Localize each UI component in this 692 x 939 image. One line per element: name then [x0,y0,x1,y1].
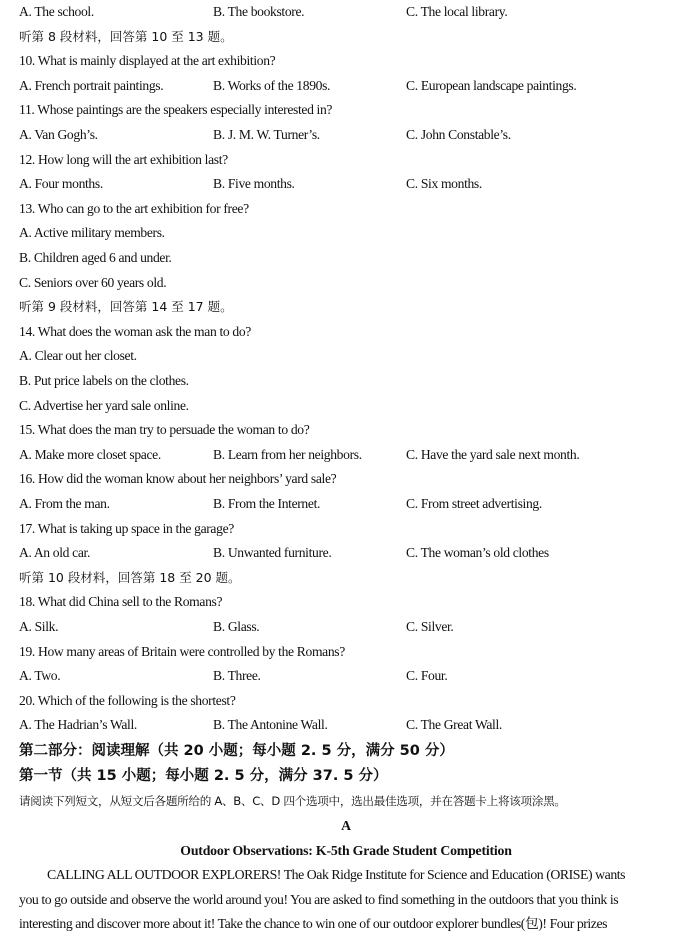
answer-option: B. Children aged 6 and under. [19,250,172,265]
passage-line: interesting and discover more about it! Take the chance to win one of our outdoor explorer bundles(包)! Four prizes [19,916,608,931]
question-text: 17. What is taking up space in the garage? [19,521,234,536]
answer-option-a: A. Four months. [19,176,103,191]
answer-option-b: B. Three. [213,668,261,683]
passage-line: CALLING ALL OUTDOOR EXPLORERS! The Oak Ridge Institute for Science and Education (ORISE) wants [47,867,626,882]
question-text: 16. How did the woman know about her neighbors’ yard sale? [19,471,337,486]
answer-option-a: A. Silk. [19,619,59,634]
answer-option-c: C. John Constable’s. [406,127,511,142]
answer-option-c: C. The local library. [406,4,508,19]
answer-option-a: A. French portrait paintings. [19,78,164,93]
answer-option-a: A. An old car. [19,545,90,560]
answer-option-c: C. European landscape paintings. [406,78,577,93]
part-two-heading: 第二部分：阅读理解（共 20 小题；每小题 2. 5 分，满分 50 分） [19,743,454,759]
question-text: 14. What does the woman ask the man to do? [19,324,251,339]
listening-section-instruction: 听第 10 段材料，回答第 18 至 20 题。 [19,570,241,585]
answer-option-b: B. Unwanted furniture. [213,545,332,560]
question-text: 13. Who can go to the art exhibition for free? [19,201,249,216]
answer-option-a: A. The Hadrian’s Wall. [19,717,137,732]
section-one-heading: 第一节（共 15 小题；每小题 2. 5 分，满分 37. 5 分） [19,768,388,784]
answer-option-a: A. Van Gogh’s. [19,127,98,142]
answer-option-c: C. Silver. [406,619,454,634]
answer-option: B. Put price labels on the clothes. [19,373,189,388]
answer-option-c: C. Four. [406,668,448,683]
question-text: 15. What does the man try to persuade the woman to do? [19,422,310,437]
question-text: 10. What is mainly displayed at the art exhibition? [19,53,276,68]
answer-option-c: C. Six months. [406,176,482,191]
answer-option-a: A. Two. [19,668,61,683]
listening-section-instruction: 听第 9 段材料，回答第 14 至 17 题。 [19,299,233,314]
answer-option-b: B. Five months. [213,176,295,191]
passage-line: you to go outside and observe the world around you! You are asked to find something in the outdoors that you think is [19,892,619,907]
answer-option-b: B. From the Internet. [213,496,321,511]
answer-option-a: A. The school. [19,4,94,19]
answer-option-c: C. The Great Wall. [406,717,502,732]
question-text: 18. What did China sell to the Romans? [19,594,223,609]
question-text: 19. How many areas of Britain were controlled by the Romans? [19,644,345,659]
answer-option-c: C. Have the yard sale next month. [406,447,580,462]
answer-option-a: A. Make more closet space. [19,447,161,462]
reading-instructions: 请阅读下列短文，从短文后各题所给的 A、B、C、D 四个选项中，选出最佳选项，并在答题卡上将该项涂黑。 [19,794,566,808]
answer-option-c: C. From street advertising. [406,496,542,511]
answer-option-b: B. J. M. W. Turner’s. [213,127,320,142]
answer-option-b: B. Works of the 1890s. [213,78,331,93]
answer-option-c: C. The woman’s old clothes [406,545,549,560]
answer-option: C. Seniors over 60 years old. [19,275,167,290]
question-text: 12. How long will the art exhibition last? [19,152,228,167]
passage-title: Outdoor Observations: K-5th Grade Student Competition [180,843,512,858]
question-text: 20. Which of the following is the shortest? [19,693,236,708]
answer-option-b: B. Glass. [213,619,260,634]
question-text: 11. Whose paintings are the speakers especially interested in? [19,102,333,117]
answer-option: A. Clear out her closet. [19,348,137,363]
answer-option-b: B. The bookstore. [213,4,305,19]
answer-option: A. Active military members. [19,225,165,240]
answer-option: C. Advertise her yard sale online. [19,398,189,413]
answer-option-a: A. From the man. [19,496,110,511]
passage-letter: A [341,818,351,833]
listening-section-instruction: 听第 8 段材料，回答第 10 至 13 题。 [19,29,233,44]
answer-option-b: B. The Antonine Wall. [213,717,328,732]
answer-option-b: B. Learn from her neighbors. [213,447,362,462]
